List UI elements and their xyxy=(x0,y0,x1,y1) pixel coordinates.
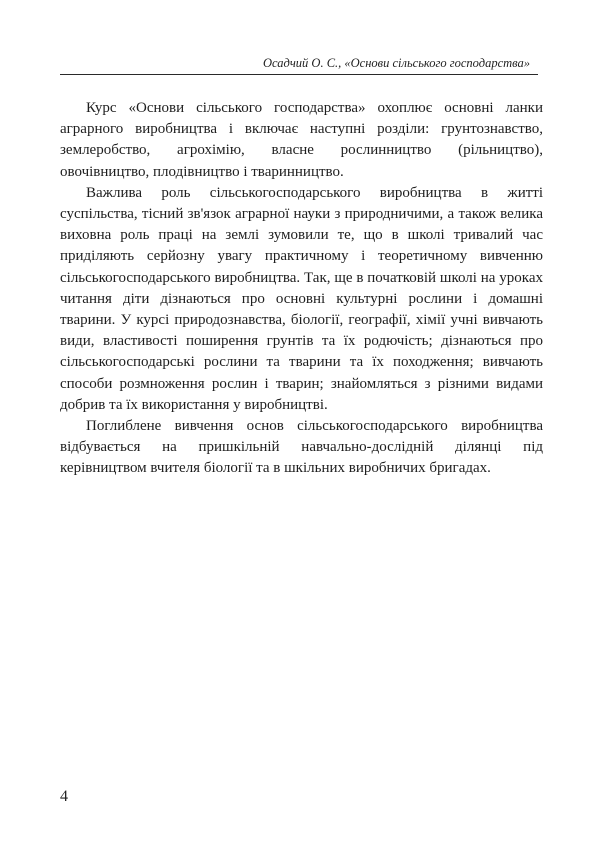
page-number: 4 xyxy=(60,788,68,805)
paragraph-importance: Важлива роль сільськогосподарського виробництва в житті суспільства, тісний зв'язок аграрної науки з природничими, а також велика виховна роль праці на землі зумовили те, що в школі тривалий час приділяють серйозну увагу практичному і теоретичному вивченню сільськогосподарського виробництва. Так, ще в початковій школі на уроках читання діти дізнаються про основні культурні рослини і домашні тварини. У курсі природознавства, біології, географії, хімії учні вивчають види, властивості поширення грунтів та їх родючість; дізнаються про сільськогосподарські рослини та тварини та їх походження; вивчають способи розмноження рослин і тварин; знайомляться з різними видами добрив та їх використання у виробництві. xyxy=(60,184,543,413)
running-header xyxy=(60,52,538,75)
running-header-title: Осадчий О. С., «Основи сільського господарства» xyxy=(263,56,530,70)
body-text xyxy=(60,98,543,480)
paragraph-course-intro: Курс «Основи сільського господарства» охоплює основні ланки аграрного виробництва і включає наступні розділи: грунтознавство, землеробство, агрохімію, власне рослинництво (рільництво), овочівництво, плодівництво і тваринництво. xyxy=(60,100,543,180)
paragraph-advanced-study: Поглиблене вивчення основ сільськогосподарського виробництва відбувається на пришкільній навчально-дослідній ділянці під керівництвом вчителя біології та в шкільних виробничих бригадах. xyxy=(60,418,543,477)
